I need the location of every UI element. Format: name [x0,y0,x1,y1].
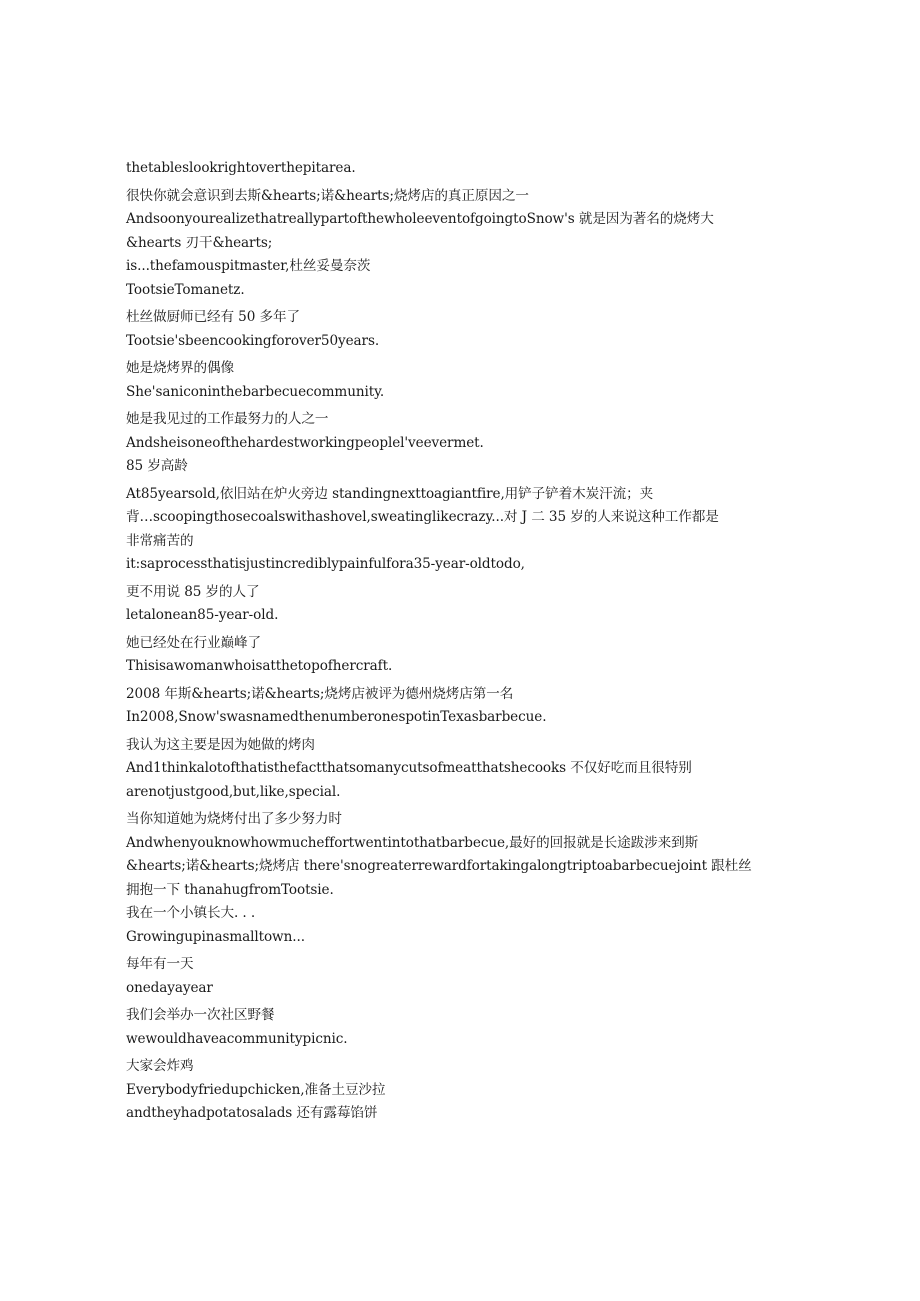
text-line: 2008 年斯&hearts;诺&hearts;烧烤店被评为德州烧烤店第一名 [126,685,514,702]
text-line: 杜丝做厨师已经有 50 多年了 [126,309,300,325]
text-line: In2008,Snow'swasnamedthenumberonespotinTexasbarbecue. [126,709,547,725]
text-line: 她是烧烤界的偶像 [126,360,234,376]
text-line: &hearts;诺&hearts;烧烤店 there'snogreaterrewardfortakingalongtriptoabarbecuejoint 跟杜丝 [126,858,752,874]
text-line: 85 岁高龄 [126,458,188,474]
text-line: 非常痛苦的 [126,532,194,549]
text-line: AndsoonyourealizethatreallypartofthewholeeventofgoingtoSnow's 就是因为著名的烧烤大 [126,211,714,227]
text-line: andtheyhadpotatosalads 还有露莓馅饼 [126,1105,378,1121]
text-line: it:saprocessthatisjustincrediblypainfulfora35-year-oldtodo, [126,556,525,572]
text-line: arenotjustgood,but,like,special. [126,783,341,800]
text-line: 她是我见过的工作最努力的人之一 [126,411,329,427]
text-line: TootsieTomanetz. [126,281,245,298]
text-line: 她已经处在行业巅峰了 [126,634,261,651]
text-line: 背…scoopingthosecoalswithashovel,sweatinglikecrazy...对 J 二 35 岁的人来说这种工作都是 [126,509,719,525]
text-line: And1thinkalotofthatisthefactthatsomanycutsofmeatthatshecooks 不仅好吃而且很特别 [126,760,692,776]
text-line: Tootsie'sbeencookingforover50years. [126,332,380,349]
text-line: wewouldhaveacommunitypicnic. [126,1030,348,1047]
transcript-text [126,157,766,1126]
text-line: 我在一个小镇长大. . . [126,905,256,921]
text-line: 很快你就会意识到去斯&hearts;诺&hearts;烧烤店的真正原因之一 [126,187,529,204]
text-line: letalonean85-year-old. [126,607,279,623]
text-line: 每年有一天 [126,956,194,972]
text-line: thetableslookrightoverthepitarea. [126,160,356,176]
text-line: Thisisawomanwhoisatthetopofhercraft. [126,658,393,674]
text-line: Andwhenyouknowhowmucheffortwentintothatbarbecue,最好的回报就是长途跋涉来到斯 [126,834,699,851]
text-line: 更不用说 85 岁的人了 [126,583,260,600]
text-line: 大家会炸鸡 [126,1058,194,1074]
text-line: is...thefamouspitmaster,杜丝妥曼奈茨 [126,258,371,274]
text-line: onedayayear [126,979,213,996]
text-line: 当你知道她为烧烤付出了多少努力时 [126,811,342,827]
text-line: At85yearsold,依旧站在炉火旁边 standingnexttoagiantfire,用铲子铲着木炭汗流；夹 [126,485,654,502]
text-line: Andsheisoneofthehardestworkingpeoplel'veevermet. [126,434,484,451]
text-line: Growingupinasmalltown... [126,928,305,945]
text-line: 我认为这主要是因为她做的烤肉 [126,736,315,753]
text-line: Everybodyfriedupchicken,准备土豆沙拉 [126,1081,386,1098]
text-line: She'saniconinthebarbecuecommunity. [126,383,385,400]
text-line: 我们会举办一次社区野餐 [126,1007,275,1023]
text-line: 拥抱一下 thanahugfromTootsie. [126,881,334,898]
text-line: &hearts 刃干&hearts; [126,234,273,251]
